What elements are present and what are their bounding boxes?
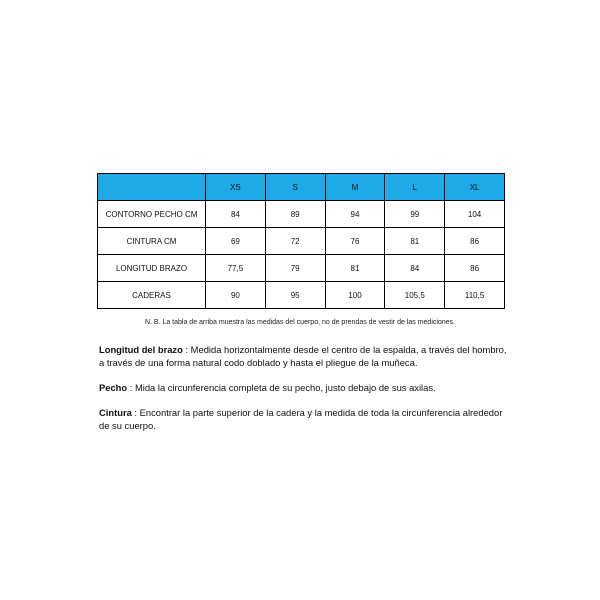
definition-arm-length [99, 343, 509, 369]
table-cell: 110,5 [445, 282, 505, 309]
header-cell-l: L [385, 174, 445, 201]
table-cell: 86 [445, 255, 505, 282]
table-cell: 72 [265, 228, 325, 255]
table-cell: 100 [325, 282, 385, 309]
header-cell-m: M [325, 174, 385, 201]
row-label: CADERAS [98, 282, 206, 309]
measurement-definitions [99, 343, 509, 444]
table-cell: 99 [385, 201, 445, 228]
table-cell: 94 [325, 201, 385, 228]
table-cell: 81 [325, 255, 385, 282]
definition-text: : Medida horizontalmente desde el centro de la espalda, a través del hombro, a través de una forma natural codo doblado y hasta el pliegue de la muñeca. [99, 344, 507, 368]
table-footnote: N. B. La tabla de arriba muestra las medidas del cuerpo, no de prendas de vestir de las mediciones. [144, 319, 456, 326]
header-cell-xs: XS [206, 174, 266, 201]
definition-waist [99, 406, 509, 432]
table-row [98, 228, 505, 255]
table-row [98, 282, 505, 309]
table-row [98, 201, 505, 228]
header-cell-s: S [265, 174, 325, 201]
definition-term: Pecho [99, 382, 128, 393]
table-cell: 104 [445, 201, 505, 228]
row-label: CINTURA CM [98, 228, 206, 255]
table-cell: 105,5 [385, 282, 445, 309]
table-cell: 95 [265, 282, 325, 309]
table-cell: 89 [265, 201, 325, 228]
table-header-row [98, 174, 505, 201]
table-cell: 77,5 [206, 255, 266, 282]
definition-text: : Encontrar la parte superior de la cadera y la medida de toda la circunferencia alrededor de su cuerpo. [99, 407, 503, 431]
table-cell: 90 [206, 282, 266, 309]
table-cell: 69 [206, 228, 266, 255]
table-row [98, 255, 505, 282]
table-cell: 81 [385, 228, 445, 255]
row-label: CONTORNO PECHO CM [98, 201, 206, 228]
table-cell: 84 [206, 201, 266, 228]
header-cell-xl: XL [445, 174, 505, 201]
table-cell: 86 [445, 228, 505, 255]
header-cell-empty [98, 174, 206, 201]
table-cell: 76 [325, 228, 385, 255]
definition-term: Longitud del brazo [99, 344, 183, 355]
row-label: LONGITUD BRAZO [98, 255, 206, 282]
definition-chest [99, 381, 509, 394]
table-cell: 79 [265, 255, 325, 282]
definition-text: : Mida la circunferencia completa de su pecho, justo debajo de sus axilas. [127, 382, 436, 393]
size-chart-table [97, 173, 505, 309]
table-cell: 84 [385, 255, 445, 282]
definition-term: Cintura [99, 407, 132, 418]
